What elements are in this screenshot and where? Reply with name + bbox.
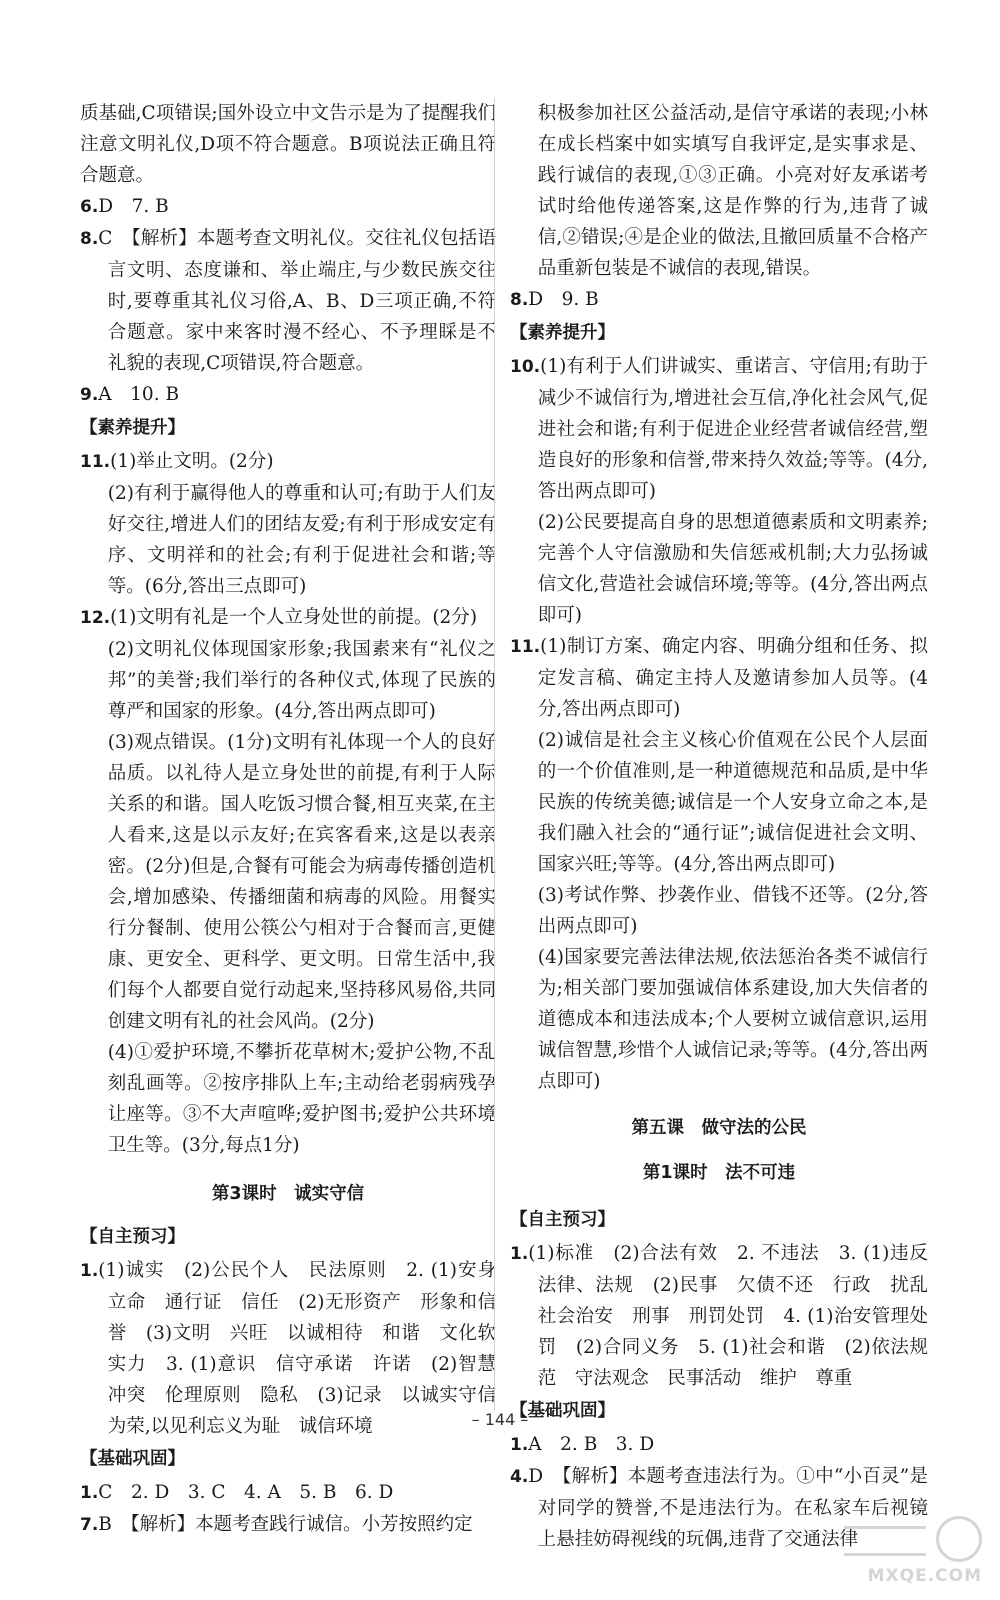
answer-subpart: (3)观点错误。(1分)文明有礼体现一个人的良好品质。以礼待人是立身处世的前提,有利于人际关系的和谐。国人吃饭习惯合餐,相互夹菜,在主人看来,这是以示友好;在宾客看来,这是以表亲密。(2分)但是,合餐有可能会为病毒传播创造机会,增加感染、传播细菌和病毒的风险。用餐实行分餐制、使用公筷公勺相对于合餐而言,更健康、更安全、更科学、更文明。日常生活中,我们每个人都要自觉行动起来,坚持移风易俗,共同创建文明有礼的社会风尚。(2分)	[107, 732, 496, 1032]
lesson-title: 第3课时 诚实守信	[211, 1184, 365, 1204]
answer-item	[510, 1429, 928, 1461]
answer-item	[510, 284, 928, 316]
lesson-title: 第1课时 法不可违	[642, 1163, 796, 1183]
answer-subpart: (2)诚信是社会主义核心价值观在公民个人层面的一个价值准则,是一种道德规范和品质,是中华民族的传统美德;诚信是一个人安身立命之本,是我们融入社会的“通行证”;诚信促进社会文明、国家兴旺;等等。(4分,答出两点即可)	[537, 730, 928, 875]
question-number: 1.	[80, 1261, 99, 1281]
section-header: 【基础巩固】	[510, 1401, 615, 1421]
question-number: 7.	[80, 1515, 99, 1535]
question-number: 1.	[510, 1244, 529, 1264]
answer-text: D 9. B	[528, 289, 599, 310]
answer-text: (1)有利于人们讲诚实、重诺言、守信用;有助于减少不诚信行为,增进社会互信,净化社会风气,促进社会和谐;有利于促进企业经营者诚信经营,塑造良好的形象和信誉,带来持久效益;等等。(4分,答出两点即可)	[537, 356, 928, 502]
answer-subpart: 积极参加社区公益活动,是信守承诺的表现;小林在成长档案中如实填写自我评定,是实事求是、践行诚信的表现,①③正确。小亮对好友承诺考试时给他传递答案,这是作弊的行为,违背了诚信,②错误;④是企业的做法,且撤回质量不合格产品重新包装是不诚信的表现,错误。	[537, 103, 928, 279]
answer-item	[80, 1509, 496, 1541]
answer-item	[80, 191, 496, 223]
question-number: 9.	[80, 385, 99, 405]
answer-subpart: (2)公民要提高自身的思想道德素质和文明素养;完善个人守信激励和失信惩戒机制;大力弘扬诚信文化,营造社会诚信环境;等等。(4分,答出两点即可)	[537, 512, 928, 626]
answer-subpart: (2)有利于赢得他人的尊重和认可;有助于人们友好交往,增进人们的团结友爱;有利于形成安定有序、文明祥和的社会;有利于促进社会和谐;等等。(6分,答出三点即可)	[107, 483, 496, 597]
section-header: 【素养提升】	[510, 323, 615, 343]
answer-item	[510, 1238, 928, 1394]
answer-text: C 【解析】本题考查文明礼仪。交往礼仪包括语言文明、态度谦和、举止端庄,与少数民族交往时,要尊重其礼仪习俗,A、B、D三项正确,不符合题意。家中来客时漫不经心、不予理睬是不礼貌的表现,C项错误,符合题意。	[98, 228, 496, 374]
answer-text: (1)文明有礼是一个人立身处世的前提。(2分)	[110, 607, 478, 628]
answer-item	[510, 351, 928, 507]
page-number: – 144 –	[471, 1410, 529, 1429]
column-divider	[494, 98, 495, 1410]
answer-item	[80, 223, 496, 379]
answer-logo-icon	[936, 1516, 982, 1562]
question-number: 11.	[80, 452, 111, 472]
paragraph: 质基础,C项错误;国外设立中文告示是为了提醒我们注意文明礼仪,D项不符合题意。B项说法正确且符合题意。	[80, 103, 496, 186]
answer-subpart: (4)①爱护环境,不攀折花草树木;爱护公物,不乱刻乱画等。②按序排队上车;主动给老弱病残孕让座等。③不大声喧哗;爱护图书;爱护公共环境卫生等。(3分,每点1分)	[107, 1042, 496, 1156]
question-number: 11.	[510, 637, 541, 657]
question-number: 12.	[80, 608, 111, 628]
question-number: 4.	[510, 1467, 529, 1487]
answer-text: (1)举止文明。(2分)	[110, 451, 274, 472]
right-column	[510, 98, 928, 1555]
question-number: 1.	[510, 1435, 529, 1455]
watermark-bars	[844, 1526, 926, 1556]
answer-text: C 2. D 3. C 4. A 5. B 6. D	[98, 1482, 394, 1503]
question-number: 1.	[80, 1483, 99, 1503]
question-number: 8.	[80, 229, 99, 249]
question-number: 10.	[510, 357, 541, 377]
answer-subpart: (4)国家要完善法律法规,依法惩治各类不诚信行为;相关部门要加强诚信体系建设,加大失信者的道德成本和违法成本;个人要树立诚信意识,运用诚信智慧,珍惜个人诚信记录;等等。(4分,答出两点即可)	[537, 947, 928, 1092]
answer-item	[510, 631, 928, 725]
answer-item	[80, 379, 496, 411]
answer-text: (1)诚实 (2)公民个人 民法原则 2. (1)安身立命 通行证 信任 (2)无形资产 形象和信誉 (3)文明 兴旺 以诚相待 和谐 文化软实力 3. (1)意识 信守承诺 许诺 (2)智慧 冲突 伦理原则 隐私 (3)记录 以诚实守信为荣,以见利忘义为耻 诚信环境	[98, 1260, 515, 1437]
lesson-title: 第五课 做守法的公民	[631, 1118, 807, 1138]
answer-text: A 2. B 3. D	[528, 1434, 655, 1455]
question-number: 8.	[510, 290, 529, 310]
section-header: 【素养提升】	[80, 418, 185, 438]
answer-text: B 【解析】本题考查践行诚信。小芳按照约定	[98, 1514, 473, 1535]
section-header: 【自主预习】	[510, 1210, 615, 1230]
answer-item	[80, 446, 496, 478]
question-number: 6.	[80, 197, 99, 217]
watermark-text: MXQE.COM	[867, 1566, 982, 1586]
answer-subpart: (2)文明礼仪体现国家形象;我国素来有“礼仪之邦”的美誉;我们举行的各种仪式,体现了民族的尊严和国家的形象。(4分,答出两点即可)	[107, 639, 496, 722]
answer-text: D 7. B	[98, 196, 169, 217]
watermark	[832, 1516, 982, 1586]
answer-text: A 10. B	[98, 384, 180, 405]
answer-text: (1)标准 (2)合法有效 2. 不违法 3. (1)违反法律、法规 (2)民事 欠债不还 行政 扰乱社会治安 刑事 刑罚处罚 4. (1)治安管理处罚 (2)合同义务 5. (1)社会和谐 (2)依法规范 守法观念 民事活动 维护 尊重	[528, 1243, 928, 1389]
answer-item	[80, 1477, 496, 1509]
section-header: 【基础巩固】	[80, 1449, 185, 1469]
answer-item	[80, 602, 496, 634]
answer-text: (1)制订方案、确定内容、明确分组和任务、拟定发言稿、确定主持人及邀请参加人员等。(4分,答出两点即可)	[537, 636, 928, 720]
answer-text: D 【解析】本题考查违法行为。①中“小百灵”是对同学的赞誉,不是违法行为。在私家车后视镜上悬挂妨碍视线的玩偶,违背了交通法律	[528, 1466, 928, 1550]
section-header: 【自主预习】	[80, 1227, 185, 1247]
answer-subpart: (3)考试作弊、抄袭作业、借钱不还等。(2分,答出两点即可)	[537, 885, 928, 937]
